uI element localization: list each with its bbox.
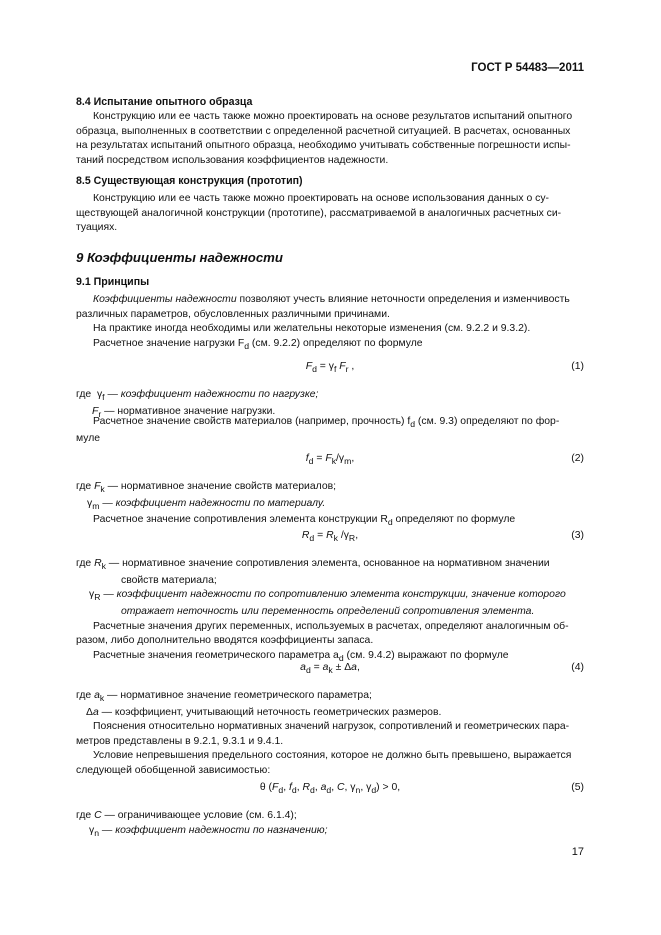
definitions-4: где $a_k$ — нормативное значение геометрического параметра; Δa — коэффициент, учитывающий неточность геометрических размеров. Пояснения относительно нормативных значений нагрузок, сопротивлений и геометрических пара- метров представлены в 9.2.1, 9.3.1 и 9.4.1. Условие непревышения предельного состояния, которое не должно быть превышено, выражается следующей обобщенной зависимостью: xyxy=(76,690,572,777)
section-8-4-text: Конструкцию или ее часть также можно проектировать на основе результатов испытаний опытного образца, выполненных в соответствии с определенной расчетной ситуацией. В расчетах, основанных на результатах испытаний опытного образца, необходимо учитывать собственные погрешности испы- таний посредством использования коэффициентов надежности. xyxy=(76,111,573,166)
section-8-5-title: 8.5 Существующая конструкция (прототип) xyxy=(76,175,303,187)
definitions-5: где C — ограничивающее условие (см. 6.1.4); $\gamma_n$ — коэффициент надежности по назначению; xyxy=(76,810,328,838)
section-9-1-title: 9.1 Принципы xyxy=(76,276,150,288)
equation-4: $a_d = a_k \pm \Delta a$, (4) xyxy=(300,662,584,676)
section-8-4-title: 8.4 Испытание опытного образца xyxy=(76,96,253,108)
equation-3: $R_d = R_k$ $/\gamma_R$, (3) xyxy=(301,530,584,544)
equation-5: θ ($F_d$, $f_d$, $R_d$, $a_d$, C, $\gamma_n$, $\gamma_d) > 0$, (5) xyxy=(259,782,584,796)
section-9-title: 9 Коэффициенты надежности xyxy=(76,250,283,265)
definitions-2: где $F_k$ — нормативное значение свойств материалов; $\gamma_m$ — коэффициент надежности по материалу. Расчетное значение сопротивления элемента конструкции $R_d$ определяют по формуле xyxy=(76,481,516,528)
equation-1: $F_d = \gamma_f$ $F_r$ , (1) xyxy=(305,361,584,375)
standard-designation: ГОСТ Р 54483—2011 xyxy=(471,62,584,74)
equation-2: $f_d = F_k/\gamma_m$, (2) xyxy=(305,453,584,467)
definitions-1: где $\gamma_f$ — коэффициент надежности по нагрузке; $F_r$ — нормативное значение нагрузки. xyxy=(76,389,319,419)
section-8-5-text: Конструкцию или ее часть также можно проектировать на основе использования данных о су- ществующей аналогичной конструкции (прототипе), рассматриваемой в аналогичных расчетных си- туациях. xyxy=(76,193,562,234)
page-number: 17 xyxy=(571,846,584,858)
definitions-3: где $R_k$ — нормативное значение сопротивления элемента, основанное на нормативном значении свойств материала; $\gamma_R$ — коэффициент надежности по сопротивлению элемента конструкции, значение которого отражает неточность или переменность определений сопротивления элемента. Расчетные значения других переменных, используемых в расчетах, определяют аналогичным об- разом, либо дополнительно вводятся коэффициенты запаса. Расчетные значения геометрического параметра $a_d$ (см. 9.4.2) выражают по формуле xyxy=(76,558,569,663)
paragraph-material-properties: Расчетное значение свойств материалов (например, прочность) $f_d$ (см. 9.3) определяют по фор- муле xyxy=(76,416,560,444)
section-9-1-text: Коэффициенты надежности позволяют учесть влияние неточности определения и изменчивость различных параметров, обусловленных различными причинами. На практике иногда необходимы или желательны некоторые изменения (см. 9.2.2 и 9.3.2). Расчетное значение нагрузки $F_d$ (см. 9.2.2) определяют по формуле xyxy=(76,294,570,351)
